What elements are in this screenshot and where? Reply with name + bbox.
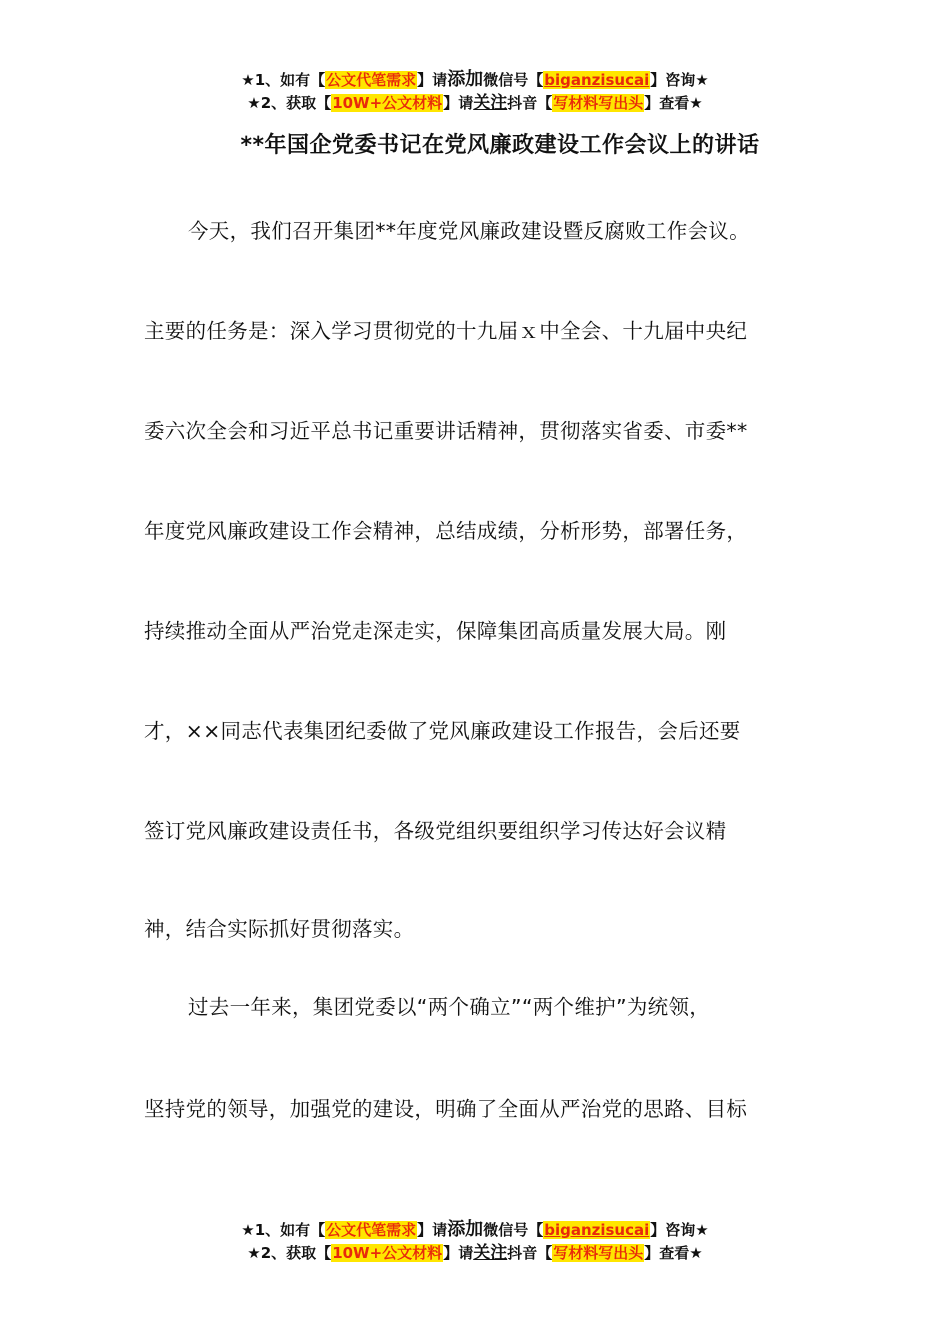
douyin-id: 写材料写出头	[553, 94, 644, 112]
promo-notice-bottom	[0, 1218, 950, 1265]
body-line: 年度党风廉政建设工作会精神，总结成绩，分析形势，部署任务，	[144, 519, 748, 543]
promo-line-1: ★1、如有【公文代笔需求】请添加微信号【biganzisucai】咨询★	[241, 1219, 709, 1240]
document-title: **年国企党委书记在党风廉政建设工作会议上的讲话	[240, 133, 760, 158]
wechat-id: biganzisucai	[544, 1221, 650, 1239]
promo-tag-materials: 10W+公文材料	[332, 1244, 443, 1262]
promo-line-1: ★1、如有【公文代笔需求】请添加微信号【biganzisucai】咨询★	[241, 69, 709, 90]
promo-tag-writing: 公文代笔需求	[326, 1221, 417, 1239]
body-line: 主要的任务是：深入学习贯彻党的十九届ｘ中全会、十九届中央纪	[144, 319, 748, 343]
promo-line-2: ★2、获取【10W+公文材料】请关注抖音【写材料写出头】查看★	[247, 1243, 703, 1263]
body-line: 委六次全会和习近平总书记重要讲话精神，贯彻落实省委、市委**	[144, 419, 748, 443]
promo-notice-top	[0, 68, 950, 115]
douyin-id: 写材料写出头	[553, 1244, 644, 1262]
promo-line-2: ★2、获取【10W+公文材料】请关注抖音【写材料写出头】查看★	[247, 93, 703, 113]
promo-tag-materials: 10W+公文材料	[332, 94, 443, 112]
body-line: 签订党风廉政建设责任书，各级党组织要组织学习传达好会议精	[144, 819, 727, 843]
body-line: 过去一年来，集团党委以“两个确立”“两个维护”为统领，	[188, 995, 711, 1019]
body-line: 持续推动全面从严治党走深走实，保障集团高质量发展大局。刚	[144, 619, 727, 643]
body-line: 坚持党的领导，加强党的建设，明确了全面从严治党的思路、目标	[144, 1097, 748, 1121]
body-line: 才，××同志代表集团纪委做了党风廉政建设工作报告，会后还要	[144, 719, 741, 743]
promo-tag-writing: 公文代笔需求	[326, 71, 417, 89]
wechat-id: biganzisucai	[544, 71, 650, 89]
body-line: 今天，我们召开集团**年度党风廉政建设暨反腐败工作会议。	[188, 219, 750, 243]
body-line: 神，结合实际抓好贯彻落实。	[144, 917, 415, 941]
